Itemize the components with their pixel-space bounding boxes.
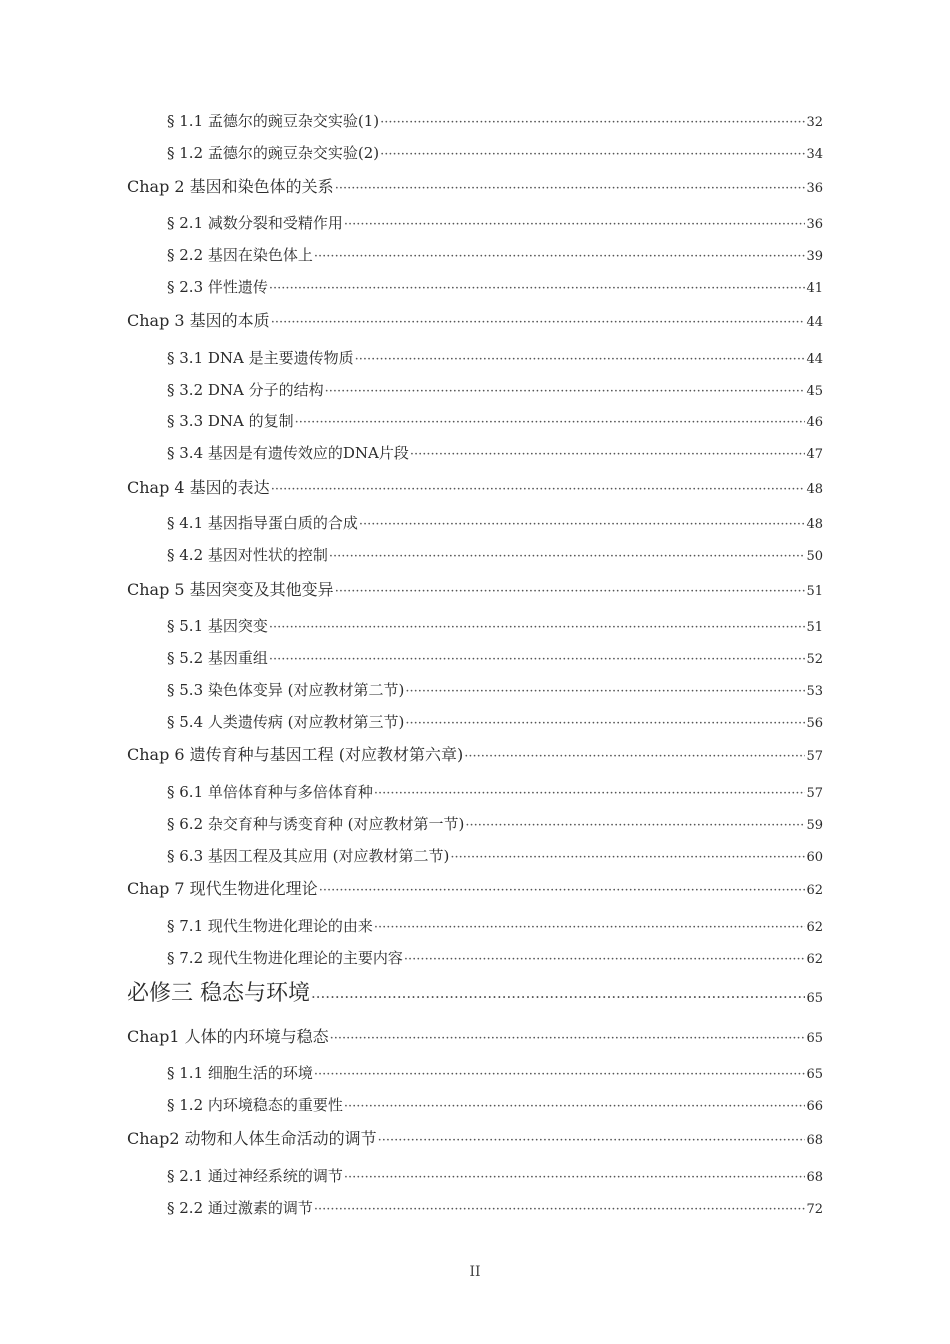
dot-leader xyxy=(405,685,805,698)
toc-entry-page: 36 xyxy=(806,217,823,232)
toc-entry-title: § 3.4 基因是有遗传效应的DNA片段 xyxy=(167,444,409,462)
dot-leader xyxy=(404,953,806,966)
dot-leader xyxy=(269,653,806,666)
toc-section-entry[interactable] xyxy=(167,683,823,698)
toc-entry-title: § 5.4 人类遗传病 (对应教材第三节) xyxy=(167,713,405,731)
dot-leader xyxy=(344,1100,806,1113)
dot-leader xyxy=(314,1068,806,1081)
toc-chapter-entry[interactable] xyxy=(127,1131,823,1147)
toc-section-entry[interactable] xyxy=(167,1169,823,1184)
toc-entry-title: Chap 5 基因突变及其他变异 xyxy=(127,580,334,599)
dot-leader xyxy=(295,416,806,429)
toc-entry-page: 66 xyxy=(806,1099,823,1114)
toc-section-entry[interactable] xyxy=(167,114,823,129)
toc-entry-title: § 1.2 孟德尔的豌豆杂交实验(2) xyxy=(167,144,380,162)
toc-entry-title: § 6.3 基因工程及其应用 (对应教材第二节) xyxy=(167,847,450,865)
toc-entry-title: § 1.1 孟德尔的豌豆杂交实验(1) xyxy=(167,112,380,130)
dot-leader xyxy=(311,990,805,1005)
toc-entry-title: § 7.1 现代生物进化理论的由来 xyxy=(167,917,373,935)
toc-section-entry[interactable] xyxy=(167,216,823,231)
toc-entry-page: 51 xyxy=(806,584,823,599)
toc-section-entry[interactable] xyxy=(167,1201,823,1216)
toc-entry-page: 57 xyxy=(806,749,823,764)
toc-entry-page: 59 xyxy=(806,818,823,833)
toc-chapter-entry[interactable] xyxy=(127,881,823,897)
toc-entry-page: 65 xyxy=(806,991,823,1006)
toc-entry-page: 68 xyxy=(806,1133,823,1148)
dot-leader xyxy=(335,182,806,195)
toc-entry-title: § 2.2 通过激素的调节 xyxy=(167,1199,313,1217)
toc-chapter-entry[interactable] xyxy=(127,179,823,195)
dot-leader xyxy=(269,621,806,634)
toc-entry-title: § 4.1 基因指导蛋白质的合成 xyxy=(167,514,358,532)
toc-entry-title: § 6.2 杂交育种与诱变育种 (对应教材第一节) xyxy=(167,815,465,833)
dot-leader xyxy=(359,518,806,531)
toc-entry-page: 65 xyxy=(806,1031,823,1046)
toc-entry-title: § 1.2 内环境稳态的重要性 xyxy=(167,1096,343,1114)
toc-entry-page: 47 xyxy=(806,447,823,462)
toc-entry-title: § 2.2 基因在染色体上 xyxy=(167,246,313,264)
dot-leader xyxy=(450,851,805,864)
dot-leader xyxy=(269,282,806,295)
toc-entry-page: 62 xyxy=(806,952,823,967)
toc-entry-title: 必修三 稳态与环境 xyxy=(127,981,310,1006)
toc-entry-page: 39 xyxy=(806,249,823,264)
toc-entry-page: 62 xyxy=(806,920,823,935)
toc-entry-title: Chap 7 现代生物进化理论 xyxy=(127,879,318,898)
toc-section-entry[interactable] xyxy=(167,446,823,461)
toc-entry-page: 52 xyxy=(806,652,823,667)
toc-entry-page: 41 xyxy=(806,281,823,296)
toc-entry-title: § 1.1 细胞生活的环境 xyxy=(167,1064,313,1082)
toc-entry-title: § 2.1 通过神经系统的调节 xyxy=(167,1167,343,1185)
toc-entry-page: 50 xyxy=(806,549,823,564)
toc-section-entry[interactable] xyxy=(167,849,823,864)
toc-section-entry[interactable] xyxy=(167,280,823,295)
dot-leader xyxy=(314,250,806,263)
toc-entry-title: § 7.2 现代生物进化理论的主要内容 xyxy=(167,949,403,967)
dot-leader xyxy=(380,116,805,129)
toc-chapter-entry[interactable] xyxy=(127,747,823,763)
toc-section-entry[interactable] xyxy=(167,146,823,161)
toc-section-entry[interactable] xyxy=(167,383,823,398)
dot-leader xyxy=(319,884,806,897)
toc-entry-page: 72 xyxy=(806,1202,823,1217)
toc-section-entry[interactable] xyxy=(167,351,823,366)
toc-entry-page: 57 xyxy=(806,786,823,801)
toc-section-entry[interactable] xyxy=(167,715,823,730)
dot-leader xyxy=(335,585,806,598)
dot-leader xyxy=(344,218,806,231)
page-number: II xyxy=(469,1264,481,1280)
toc-entry-page: 44 xyxy=(806,352,823,367)
toc-section-entry[interactable] xyxy=(167,619,823,634)
toc-section-entry[interactable] xyxy=(167,1098,823,1113)
toc-entry-title: § 3.3 DNA 的复制 xyxy=(167,412,294,430)
toc-entry-title: § 2.3 伴性遗传 xyxy=(167,278,268,296)
toc-entry-page: 65 xyxy=(806,1067,823,1082)
toc-entry-title: Chap 4 基因的表达 xyxy=(127,478,270,497)
toc-chapter-entry[interactable] xyxy=(127,313,823,329)
toc-section-entry[interactable] xyxy=(167,817,823,832)
toc-entry-title: Chap 2 基因和染色体的关系 xyxy=(127,177,334,196)
dot-leader xyxy=(378,1134,806,1147)
dot-leader xyxy=(464,750,805,763)
toc-section-entry[interactable] xyxy=(167,951,823,966)
toc-entry-title: § 5.2 基因重组 xyxy=(167,649,268,667)
toc-entry-page: 56 xyxy=(806,716,823,731)
toc-section-entry[interactable] xyxy=(167,548,823,563)
toc-entry-title: Chap 6 遗传育种与基因工程 (对应教材第六章) xyxy=(127,745,464,764)
dot-leader xyxy=(374,921,806,934)
toc-entry-title: § 3.2 DNA 分子的结构 xyxy=(167,381,324,399)
toc-entry-title: § 5.3 染色体变异 (对应教材第二节) xyxy=(167,681,405,699)
toc-entry-title: § 3.1 DNA 是主要遗传物质 xyxy=(167,349,354,367)
dot-leader xyxy=(325,385,806,398)
toc-entry-page: 62 xyxy=(806,883,823,898)
toc-entry-page: 32 xyxy=(806,115,823,130)
toc-entry-page: 48 xyxy=(806,517,823,532)
toc-entry-page: 48 xyxy=(806,482,823,497)
dot-leader xyxy=(271,316,806,329)
dot-leader xyxy=(410,448,806,461)
dot-leader xyxy=(344,1171,806,1184)
toc-section-entry[interactable] xyxy=(167,248,823,263)
toc-section-entry[interactable] xyxy=(167,785,823,800)
toc-section-entry[interactable] xyxy=(167,1066,823,1081)
dot-leader xyxy=(330,1032,806,1045)
dot-leader xyxy=(355,353,806,366)
toc-entry-page: 45 xyxy=(806,384,823,399)
toc-entry-page: 34 xyxy=(806,147,823,162)
dot-leader xyxy=(465,819,805,832)
dot-leader xyxy=(329,550,806,563)
toc-section-entry[interactable] xyxy=(167,919,823,934)
dot-leader xyxy=(405,717,805,730)
toc-entry-title: § 4.2 基因对性状的控制 xyxy=(167,546,328,564)
toc-entry-title: § 5.1 基因突变 xyxy=(167,617,268,635)
toc-section-entry[interactable] xyxy=(167,651,823,666)
toc-chapter-entry[interactable] xyxy=(127,480,823,496)
toc-chapter-entry[interactable] xyxy=(127,1029,823,1045)
toc-entry-page: 51 xyxy=(806,620,823,635)
toc-entry-title: Chap1 人体的内环境与稳态 xyxy=(127,1027,329,1046)
toc-entry-title: § 2.1 减数分裂和受精作用 xyxy=(167,214,343,232)
toc-entry-title: Chap 3 基因的本质 xyxy=(127,311,270,330)
toc-part-entry[interactable] xyxy=(127,983,823,1005)
toc-entry-page: 53 xyxy=(806,684,823,699)
toc-entry-title: § 6.1 单倍体育种与多倍体育种 xyxy=(167,783,373,801)
toc-entry-page: 36 xyxy=(806,181,823,196)
dot-leader xyxy=(374,787,806,800)
dot-leader xyxy=(314,1203,806,1216)
toc-section-entry[interactable] xyxy=(167,516,823,531)
toc-entry-page: 46 xyxy=(806,415,823,430)
toc-entry-page: 44 xyxy=(806,315,823,330)
toc-chapter-entry[interactable] xyxy=(127,582,823,598)
toc-entry-page: 60 xyxy=(806,850,823,865)
toc-entry-title: Chap2 动物和人体生命活动的调节 xyxy=(127,1129,377,1148)
dot-leader xyxy=(380,148,805,161)
toc-section-entry[interactable] xyxy=(167,414,823,429)
toc-entry-page: 68 xyxy=(806,1170,823,1185)
dot-leader xyxy=(271,483,806,496)
